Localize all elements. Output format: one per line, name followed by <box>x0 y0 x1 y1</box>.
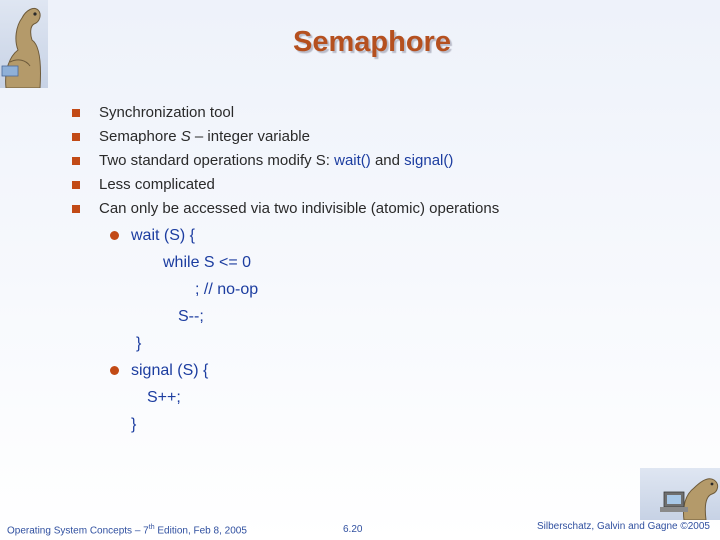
dinosaur-computer-icon <box>640 468 720 520</box>
bullet-square-icon <box>72 133 80 141</box>
footer-book-title <box>7 524 247 536</box>
footer-authors: Silberschatz, Galvin and Gagne ©2005 <box>536 521 710 532</box>
variable-name: S <box>180 128 191 145</box>
bullet-text-post: – integer variable <box>190 128 310 145</box>
wait-loop: while S <= 0 <box>163 254 252 271</box>
bullet-square-icon <box>72 109 80 117</box>
footer-book-title-text: Operating System Concepts – 7 <box>7 525 149 537</box>
footer <box>0 520 720 540</box>
bullet-text: Synchronization tool <box>99 104 235 121</box>
page-title: Semaphore <box>293 26 451 58</box>
wait-noop: ; // no-op <box>195 281 259 298</box>
bullet-square-icon <box>72 205 80 213</box>
operation-signal: signal() <box>404 152 454 169</box>
bullet-text-pre: Semaphore <box>99 128 181 145</box>
wait-close-brace: } <box>136 335 142 352</box>
list-item <box>72 101 499 125</box>
bullet-square-icon <box>72 157 80 165</box>
sub-bullet-dot-icon <box>110 366 119 375</box>
bullet-list <box>72 101 499 221</box>
sub-bullet-dot-icon <box>110 231 119 240</box>
footer-edition-date: Edition, Feb 8, 2005 <box>154 525 247 537</box>
signal-header: signal (S) { <box>131 362 209 379</box>
page-number: 6.20 <box>343 524 363 535</box>
list-item <box>72 197 499 221</box>
bullet-text-pre: Two standard operations modify S: <box>99 152 335 169</box>
bullet-text: Less complicated <box>99 176 215 193</box>
signal-increment: S++; <box>147 389 181 406</box>
bullet-square-icon <box>72 181 80 189</box>
wait-decrement: S--; <box>178 308 204 325</box>
operation-wait: wait() <box>334 152 371 169</box>
list-item <box>72 149 499 173</box>
bullet-text-mid: and <box>370 152 405 169</box>
signal-close-brace: } <box>131 416 137 433</box>
wait-header: wait (S) { <box>131 227 196 244</box>
list-item <box>72 173 499 197</box>
list-item <box>72 125 499 149</box>
bullet-text: Can only be accessed via two indivisible (atomic) operations <box>99 200 500 217</box>
footer-edition-sup: th <box>148 524 155 531</box>
